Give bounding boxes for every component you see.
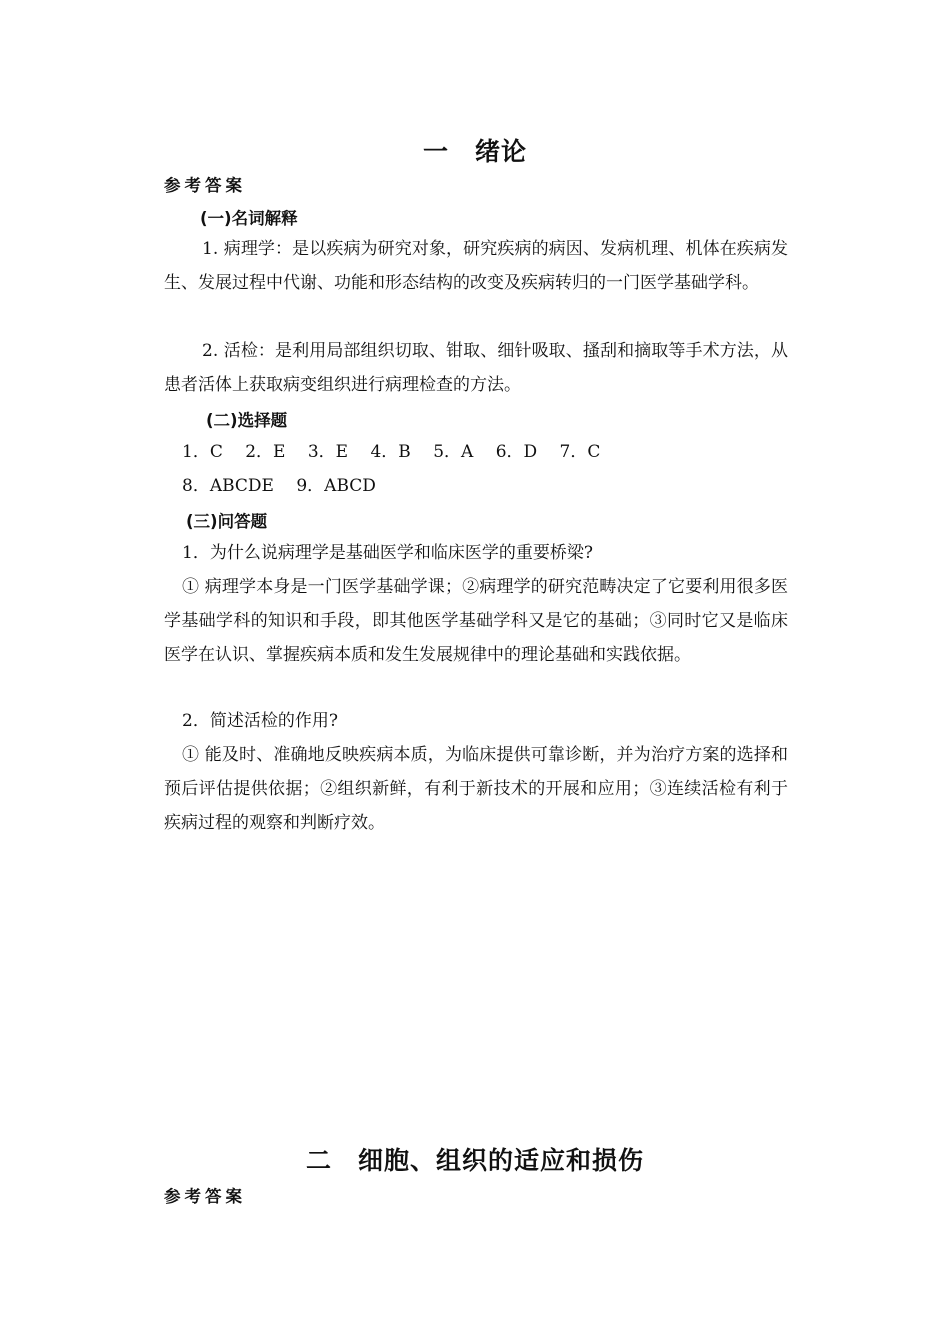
qa-answer-1: ① 病理学本身是一门医学基础学课；②病理学的研究范畴决定了它要利用很多医学基础学科的知识和手段，即其他医学基础学科又是它的基础；③同时它又是临床医学在认识、掌握疾病本质和发生发展规律中的理论基础和实践依据。 — [164, 577, 788, 665]
chapter-2-answers-label: 参考答案 — [164, 1187, 246, 1206]
section-choice-heading: (二)选择题 — [206, 411, 288, 430]
choice-answers-line-1: 1．C 2．E 3．E 4．B 5．A 6．D 7．C — [182, 442, 601, 462]
glossary-item-pathology: 1. 病理学：是以疾病为研究对象，研究疾病的病因、发病机理、机体在疾病发生、发展过程中代谢、功能和形态结构的改变及疾病转归的一门医学基础学科。 — [164, 239, 788, 293]
chapter-1-title: 一 绪论 — [422, 137, 527, 166]
qa-question-2: 2．简述活检的作用? — [182, 711, 338, 731]
chapter-2-title: 二 细胞、组织的适应和损伤 — [305, 1146, 644, 1175]
section-glossary-heading: (一)名词解释 — [200, 209, 298, 228]
choice-answers-line-2: 8．ABCDE 9．ABCD — [182, 476, 376, 496]
glossary-item-biopsy: 2. 活检：是利用局部组织切取、钳取、细针吸取、搔刮和摘取等手术方法，从患者活体上获取病变组织进行病理检查的方法。 — [164, 341, 788, 395]
section-qa-heading: (三)问答题 — [186, 512, 268, 531]
qa-answer-2: ① 能及时、准确地反映疾病本质，为临床提供可靠诊断，并为治疗方案的选择和预后评估提供依据；②组织新鲜，有利于新技术的开展和应用；③连续活检有利于疾病过程的观察和判断疗效。 — [164, 745, 788, 833]
chapter-1-answers-label: 参考答案 — [164, 176, 246, 195]
qa-question-1: 1．为什么说病理学是基础医学和临床医学的重要桥梁? — [182, 543, 593, 563]
